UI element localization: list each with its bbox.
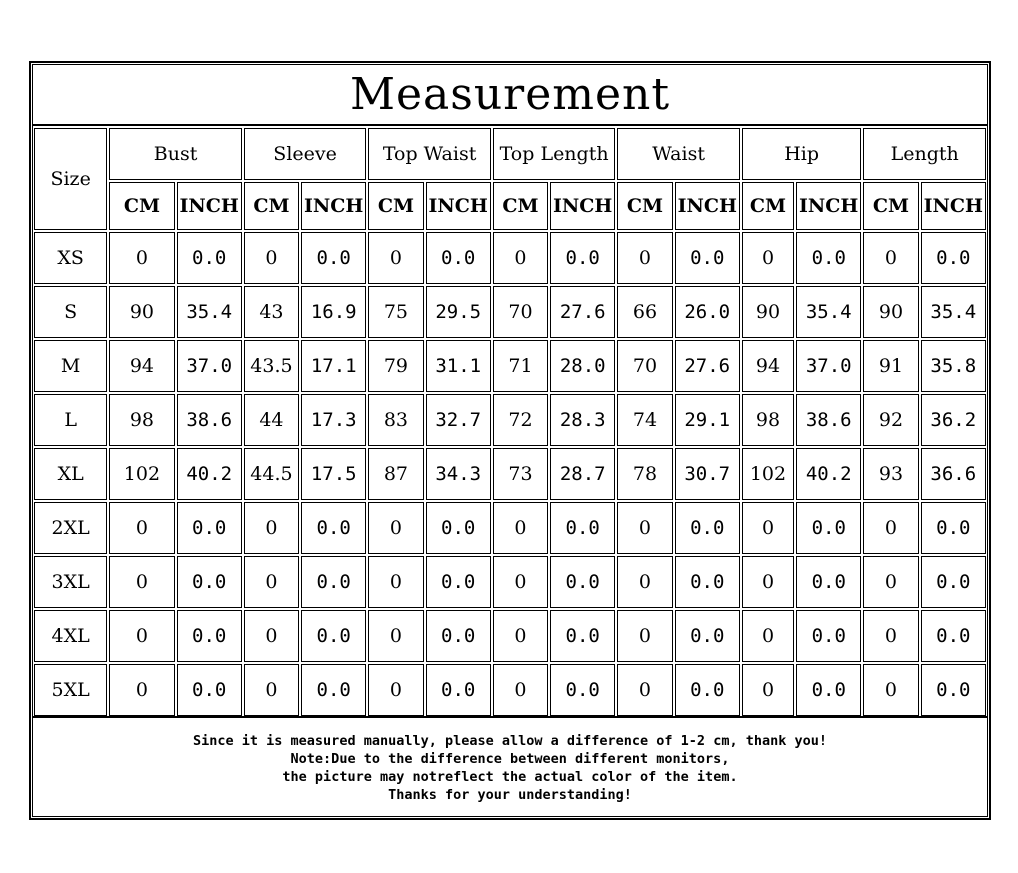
- inch-value-cell: 38.6: [177, 394, 242, 446]
- inch-value-cell: 0.0: [177, 556, 242, 608]
- inch-value-cell: 35.4: [796, 286, 861, 338]
- group-header: Bust: [109, 128, 242, 180]
- cm-value-cell: 0: [244, 664, 299, 716]
- group-header-row: [34, 128, 986, 180]
- inch-value-cell: 0.0: [921, 556, 986, 608]
- table-row: [34, 556, 986, 608]
- inch-value-cell: 35.4: [921, 286, 986, 338]
- inch-value-cell: 0.0: [796, 502, 861, 554]
- cm-value-cell: 93: [863, 448, 918, 500]
- size-cell: XL: [34, 448, 107, 500]
- inch-value-cell: 16.9: [301, 286, 366, 338]
- cm-value-cell: 92: [863, 394, 918, 446]
- unit-header-inch: INCH: [301, 182, 366, 230]
- table-row: [34, 502, 986, 554]
- cm-value-cell: 73: [493, 448, 548, 500]
- cm-value-cell: 0: [742, 502, 794, 554]
- cm-value-cell: 102: [742, 448, 794, 500]
- cm-value-cell: 0: [109, 502, 174, 554]
- inch-value-cell: 38.6: [796, 394, 861, 446]
- inch-value-cell: 0.0: [177, 664, 242, 716]
- inch-value-cell: 0.0: [921, 502, 986, 554]
- unit-header-inch: INCH: [796, 182, 861, 230]
- group-header: Length: [863, 128, 986, 180]
- cm-value-cell: 0: [244, 610, 299, 662]
- inch-value-cell: 36.6: [921, 448, 986, 500]
- inch-value-cell: 34.3: [426, 448, 491, 500]
- inch-value-cell: 28.7: [550, 448, 615, 500]
- group-header: Sleeve: [244, 128, 367, 180]
- page-title: Measurement: [32, 64, 988, 126]
- inch-value-cell: 0.0: [301, 556, 366, 608]
- cm-value-cell: 0: [493, 502, 548, 554]
- cm-value-cell: 0: [742, 556, 794, 608]
- table-row: [34, 448, 986, 500]
- group-header: Top Waist: [368, 128, 491, 180]
- size-cell: 3XL: [34, 556, 107, 608]
- table-row: [34, 286, 986, 338]
- inch-value-cell: 28.3: [550, 394, 615, 446]
- table-row: [34, 664, 986, 716]
- inch-value-cell: 29.1: [675, 394, 740, 446]
- inch-value-cell: 17.3: [301, 394, 366, 446]
- inch-value-cell: 36.2: [921, 394, 986, 446]
- size-chart-table: [32, 126, 988, 718]
- cm-value-cell: 66: [617, 286, 672, 338]
- unit-header-cm: CM: [244, 182, 299, 230]
- inch-value-cell: 0.0: [675, 664, 740, 716]
- group-header: Hip: [742, 128, 861, 180]
- cm-value-cell: 0: [368, 610, 423, 662]
- cm-value-cell: 0: [863, 556, 918, 608]
- inch-value-cell: 17.5: [301, 448, 366, 500]
- cm-value-cell: 72: [493, 394, 548, 446]
- cm-value-cell: 0: [617, 610, 672, 662]
- inch-value-cell: 26.0: [675, 286, 740, 338]
- cm-value-cell: 70: [617, 340, 672, 392]
- unit-header-inch: INCH: [675, 182, 740, 230]
- note-line: Since it is measured manually, please allow a difference of 1-2 cm, thank you!: [193, 732, 827, 749]
- inch-value-cell: 27.6: [675, 340, 740, 392]
- inch-value-cell: 40.2: [796, 448, 861, 500]
- cm-value-cell: 0: [244, 232, 299, 284]
- note-line: the picture may notreflect the actual color of the item.: [282, 768, 738, 785]
- cm-value-cell: 91: [863, 340, 918, 392]
- inch-value-cell: 29.5: [426, 286, 491, 338]
- inch-value-cell: 0.0: [550, 664, 615, 716]
- cm-value-cell: 70: [493, 286, 548, 338]
- cm-value-cell: 0: [493, 556, 548, 608]
- inch-value-cell: 0.0: [301, 610, 366, 662]
- inch-value-cell: 0.0: [675, 232, 740, 284]
- cm-value-cell: 43: [244, 286, 299, 338]
- cm-value-cell: 0: [109, 232, 174, 284]
- inch-value-cell: 0.0: [796, 556, 861, 608]
- inch-value-cell: 0.0: [550, 502, 615, 554]
- inch-value-cell: 0.0: [426, 610, 491, 662]
- cm-value-cell: 0: [617, 664, 672, 716]
- size-column-header: Size: [34, 128, 107, 230]
- cm-value-cell: 0: [742, 664, 794, 716]
- size-cell: S: [34, 286, 107, 338]
- inch-value-cell: 27.6: [550, 286, 615, 338]
- cm-value-cell: 79: [368, 340, 423, 392]
- cm-value-cell: 44.5: [244, 448, 299, 500]
- inch-value-cell: 0.0: [301, 664, 366, 716]
- cm-value-cell: 74: [617, 394, 672, 446]
- group-header: Waist: [617, 128, 740, 180]
- unit-header-cm: CM: [109, 182, 174, 230]
- size-cell: M: [34, 340, 107, 392]
- cm-value-cell: 90: [742, 286, 794, 338]
- inch-value-cell: 0.0: [426, 502, 491, 554]
- cm-value-cell: 98: [742, 394, 794, 446]
- cm-value-cell: 90: [863, 286, 918, 338]
- cm-value-cell: 83: [368, 394, 423, 446]
- cm-value-cell: 0: [742, 610, 794, 662]
- cm-value-cell: 90: [109, 286, 174, 338]
- table-row: [34, 610, 986, 662]
- inch-value-cell: 0.0: [177, 502, 242, 554]
- inch-value-cell: 0.0: [675, 610, 740, 662]
- cm-value-cell: 0: [863, 502, 918, 554]
- inch-value-cell: 0.0: [426, 556, 491, 608]
- unit-header-cm: CM: [742, 182, 794, 230]
- inch-value-cell: 0.0: [426, 232, 491, 284]
- inch-value-cell: 30.7: [675, 448, 740, 500]
- note-line: Note:Due to the difference between different monitors,: [290, 750, 730, 767]
- unit-header-inch: INCH: [177, 182, 242, 230]
- unit-header-cm: CM: [368, 182, 423, 230]
- inch-value-cell: 0.0: [921, 232, 986, 284]
- cm-value-cell: 98: [109, 394, 174, 446]
- inch-value-cell: 0.0: [177, 610, 242, 662]
- inch-value-cell: 0.0: [796, 610, 861, 662]
- inch-value-cell: 0.0: [550, 610, 615, 662]
- cm-value-cell: 0: [742, 232, 794, 284]
- cm-value-cell: 0: [368, 556, 423, 608]
- inch-value-cell: 0.0: [675, 502, 740, 554]
- inch-value-cell: 35.4: [177, 286, 242, 338]
- inch-value-cell: 32.7: [426, 394, 491, 446]
- inch-value-cell: 0.0: [675, 556, 740, 608]
- unit-header-inch: INCH: [550, 182, 615, 230]
- inch-value-cell: 37.0: [177, 340, 242, 392]
- size-cell: XS: [34, 232, 107, 284]
- cm-value-cell: 0: [493, 610, 548, 662]
- inch-value-cell: 28.0: [550, 340, 615, 392]
- inch-value-cell: 37.0: [796, 340, 861, 392]
- inch-value-cell: 0.0: [921, 664, 986, 716]
- cm-value-cell: 44: [244, 394, 299, 446]
- size-cell: 2XL: [34, 502, 107, 554]
- cm-value-cell: 0: [617, 556, 672, 608]
- unit-header-inch: INCH: [426, 182, 491, 230]
- cm-value-cell: 0: [244, 556, 299, 608]
- inch-value-cell: 0.0: [301, 502, 366, 554]
- unit-header-cm: CM: [617, 182, 672, 230]
- cm-value-cell: 0: [863, 664, 918, 716]
- unit-header-inch: INCH: [921, 182, 986, 230]
- inch-value-cell: 0.0: [301, 232, 366, 284]
- cm-value-cell: 0: [863, 610, 918, 662]
- cm-value-cell: 0: [368, 664, 423, 716]
- cm-value-cell: 0: [493, 232, 548, 284]
- size-cell: L: [34, 394, 107, 446]
- inch-value-cell: 0.0: [921, 610, 986, 662]
- inch-value-cell: 31.1: [426, 340, 491, 392]
- inch-value-cell: 0.0: [550, 232, 615, 284]
- inch-value-cell: 0.0: [550, 556, 615, 608]
- cm-value-cell: 0: [863, 232, 918, 284]
- cm-value-cell: 0: [109, 556, 174, 608]
- size-cell: 4XL: [34, 610, 107, 662]
- cm-value-cell: 0: [109, 610, 174, 662]
- inch-value-cell: 0.0: [796, 232, 861, 284]
- cm-value-cell: 0: [368, 502, 423, 554]
- inch-value-cell: 17.1: [301, 340, 366, 392]
- size-cell: 5XL: [34, 664, 107, 716]
- cm-value-cell: 0: [244, 502, 299, 554]
- inch-value-cell: 0.0: [177, 232, 242, 284]
- cm-value-cell: 94: [109, 340, 174, 392]
- table-body: [34, 232, 986, 716]
- cm-value-cell: 43.5: [244, 340, 299, 392]
- cm-value-cell: 0: [617, 502, 672, 554]
- inch-value-cell: 40.2: [177, 448, 242, 500]
- cm-value-cell: 0: [368, 232, 423, 284]
- cm-value-cell: 0: [617, 232, 672, 284]
- cm-value-cell: 0: [109, 664, 174, 716]
- cm-value-cell: 75: [368, 286, 423, 338]
- unit-header-cm: CM: [863, 182, 918, 230]
- unit-header-cm: CM: [493, 182, 548, 230]
- cm-value-cell: 94: [742, 340, 794, 392]
- table-row: [34, 394, 986, 446]
- cm-value-cell: 0: [493, 664, 548, 716]
- cm-value-cell: 87: [368, 448, 423, 500]
- group-header: Top Length: [493, 128, 616, 180]
- cm-value-cell: 71: [493, 340, 548, 392]
- table-row: [34, 232, 986, 284]
- notes-section: [32, 716, 988, 817]
- inch-value-cell: 35.8: [921, 340, 986, 392]
- cm-value-cell: 102: [109, 448, 174, 500]
- inch-value-cell: 0.0: [426, 664, 491, 716]
- table-row: [34, 340, 986, 392]
- note-line: Thanks for your understanding!: [388, 786, 632, 803]
- unit-header-row: [34, 182, 986, 230]
- inch-value-cell: 0.0: [796, 664, 861, 716]
- cm-value-cell: 78: [617, 448, 672, 500]
